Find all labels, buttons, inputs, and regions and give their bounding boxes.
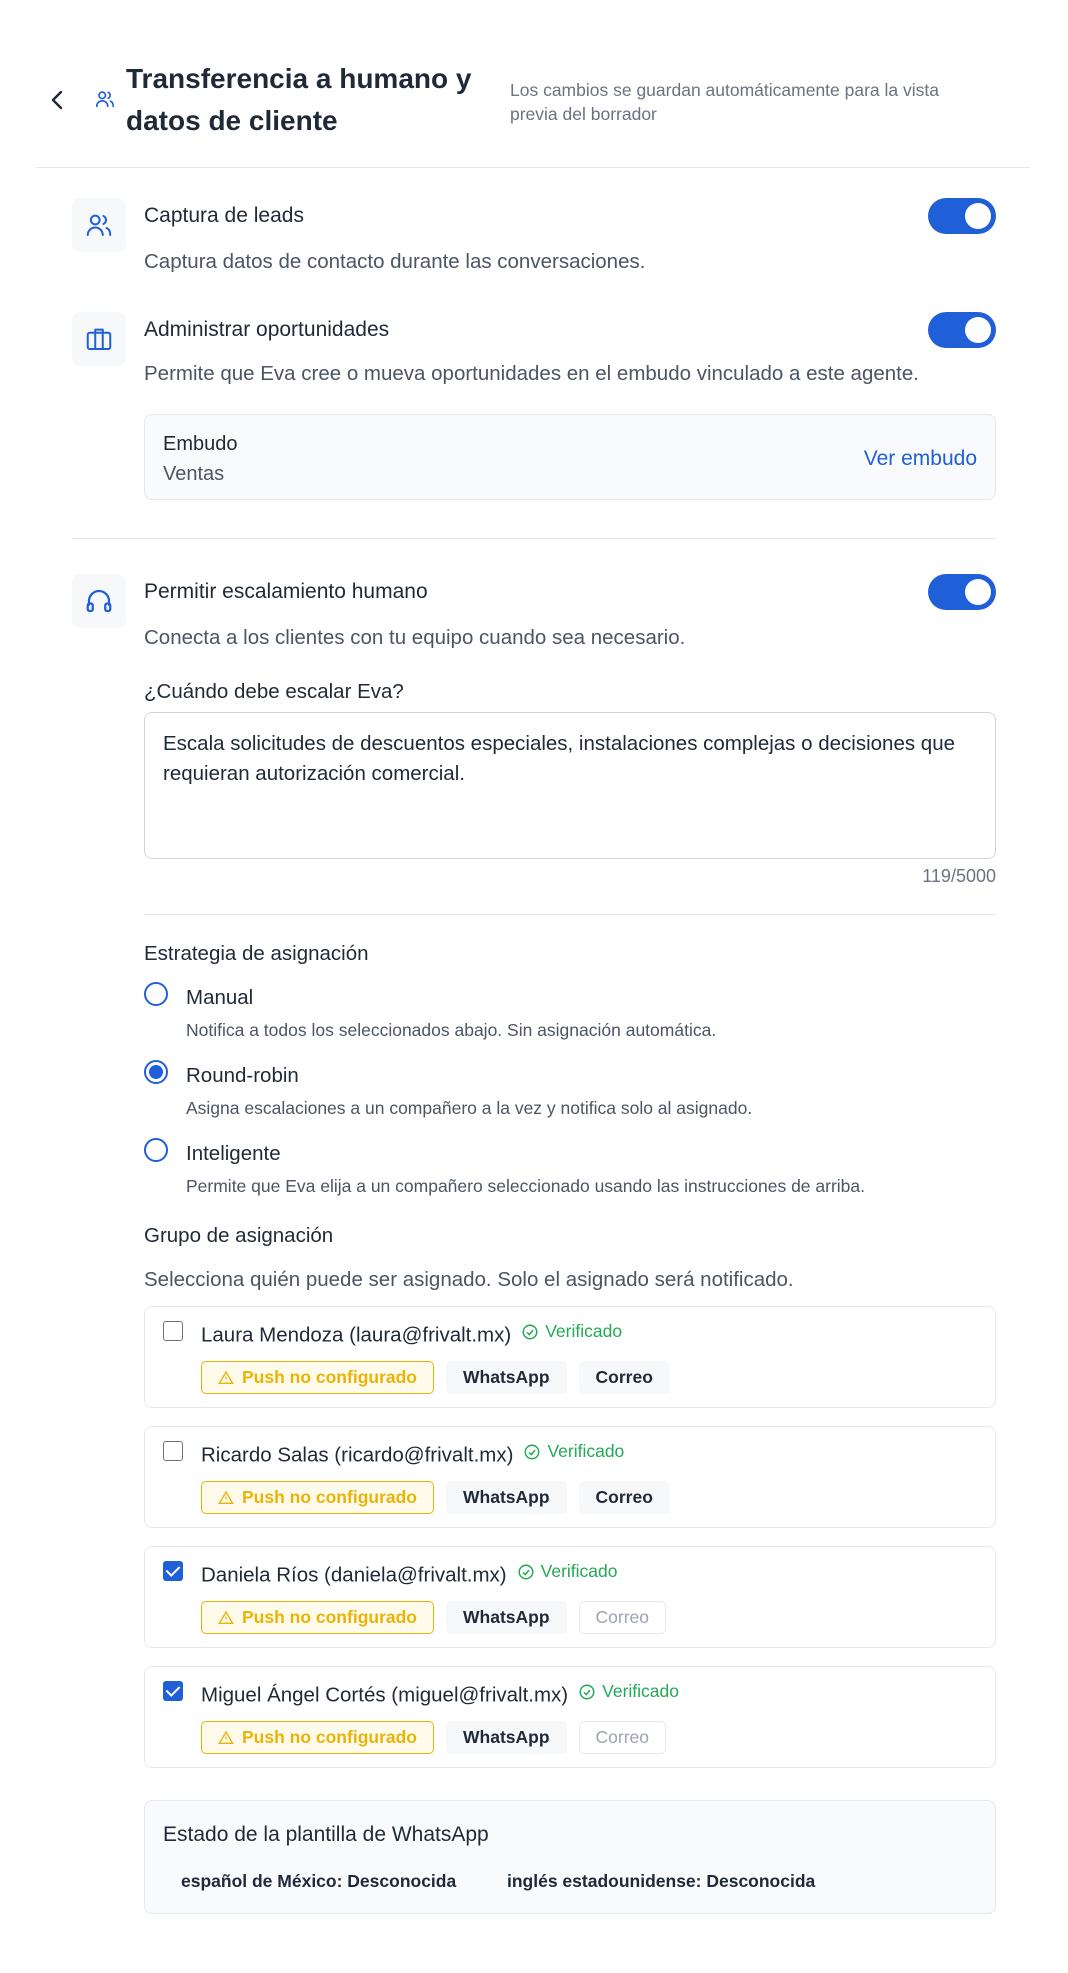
verified-badge: Verificado [521, 1321, 622, 1342]
member-name [201, 1561, 618, 1588]
whatsapp-chip[interactable]: WhatsApp [446, 1721, 567, 1754]
template-title: Estado de la plantilla de WhatsApp [163, 1823, 489, 1846]
radio-description-manual: Notifica a todos los seleccionados abajo. Sin asignación automática. [186, 1020, 717, 1040]
verified-badge: Verificado [578, 1681, 679, 1702]
email-chip[interactable]: Correo [579, 1361, 670, 1394]
group-description: Selecciona quién puede ser asignado. Solo el asignado será notificado. [144, 1268, 794, 1291]
funnel-label: Embudo [163, 433, 238, 455]
users-icon [94, 88, 116, 110]
whatsapp-chip[interactable]: WhatsApp [446, 1601, 567, 1634]
verified-badge: Verificado [523, 1441, 624, 1462]
member-checkbox[interactable] [163, 1681, 183, 1701]
escalation-title: Permitir escalamiento humano [144, 580, 428, 603]
radio-label-round-robin: Round-robin [186, 1064, 299, 1087]
email-chip[interactable]: Correo [579, 1721, 667, 1754]
autosave-note: Los cambios se guardan automáticamente para la vista previa del borrador [510, 80, 939, 124]
page-title: Transferencia a humano y datos de cliente [126, 63, 472, 136]
users-icon [72, 198, 126, 252]
radio-description-round-robin: Asigna escalaciones a un compañero a la vez y notifica solo al asignado. [186, 1098, 753, 1118]
member-card [144, 1666, 996, 1768]
back-button[interactable] [46, 86, 68, 114]
member-name [201, 1441, 624, 1468]
template-status-en-us: inglés estadounidense: Desconocida [507, 1871, 816, 1891]
push-not-configured-chip[interactable]: Push no configurado [201, 1601, 434, 1634]
whatsapp-template-card [144, 1800, 996, 1914]
push-not-configured-chip[interactable]: Push no configurado [201, 1721, 434, 1754]
opportunities-toggle[interactable] [928, 312, 996, 348]
radio-round-robin[interactable] [144, 1060, 168, 1084]
lead-capture-toggle[interactable] [928, 198, 996, 234]
warning-icon [218, 1610, 234, 1626]
radio-label-intelligent: Inteligente [186, 1142, 281, 1165]
opportunities-description: Permite que Eva cree o mueva oportunidades en el embudo vinculado a este agente. [144, 362, 919, 385]
verified-badge: Verificado [517, 1561, 618, 1582]
member-name-text: Laura Mendoza (laura@frivalt.mx) [201, 1323, 512, 1347]
escalation-toggle[interactable] [928, 574, 996, 610]
member-name [201, 1321, 622, 1348]
radio-intelligent[interactable] [144, 1138, 168, 1162]
push-not-configured-chip[interactable]: Push no configurado [201, 1481, 434, 1514]
member-card [144, 1426, 996, 1528]
character-counter: 119/5000 [922, 866, 996, 886]
check-circle-icon [521, 1323, 539, 1341]
strategy-label: Estrategia de asignación [144, 942, 369, 965]
warning-icon [218, 1730, 234, 1746]
member-name-text: Daniela Ríos (daniela@frivalt.mx) [201, 1563, 507, 1587]
email-chip[interactable]: Correo [579, 1481, 670, 1514]
member-checkbox[interactable] [163, 1561, 183, 1581]
member-name-text: Ricardo Salas (ricardo@frivalt.mx) [201, 1443, 514, 1467]
radio-label-manual: Manual [186, 986, 254, 1009]
lead-capture-description: Captura datos de contacto durante las conversaciones. [144, 250, 646, 273]
email-chip[interactable]: Correo [579, 1601, 667, 1634]
opportunities-title: Administrar oportunidades [144, 318, 390, 341]
group-label: Grupo de asignación [144, 1224, 334, 1247]
member-name [201, 1681, 679, 1708]
funnel-card [144, 414, 996, 500]
check-circle-icon [517, 1563, 535, 1581]
warning-icon [218, 1490, 234, 1506]
escalation-when-label: ¿Cuándo debe escalar Eva? [144, 680, 404, 703]
radio-description-intelligent: Permite que Eva elija a un compañero seleccionado usando las instrucciones de arriba. [186, 1176, 866, 1196]
warning-icon [218, 1370, 234, 1386]
template-status-es-mx: español de México: Desconocida [181, 1871, 457, 1891]
check-circle-icon [523, 1443, 541, 1461]
member-checkbox[interactable] [163, 1441, 183, 1461]
briefcase-icon [72, 312, 126, 366]
push-not-configured-chip[interactable]: Push no configurado [201, 1361, 434, 1394]
lead-capture-title: Captura de leads [144, 204, 304, 227]
section-divider [72, 538, 996, 539]
member-card [144, 1546, 996, 1648]
funnel-value: Ventas [163, 463, 225, 485]
whatsapp-chip[interactable]: WhatsApp [446, 1481, 567, 1514]
whatsapp-chip[interactable]: WhatsApp [446, 1361, 567, 1394]
chevron-left-icon [50, 89, 64, 111]
view-funnel-link[interactable]: Ver embudo [863, 447, 977, 470]
member-card [144, 1306, 996, 1408]
section-divider [144, 914, 996, 915]
check-circle-icon [578, 1683, 596, 1701]
escalation-description: Conecta a los clientes con tu equipo cuando sea necesario. [144, 626, 686, 649]
headphones-icon [72, 574, 126, 628]
escalation-instructions-textarea[interactable]: Escala solicitudes de descuentos especiales, instalaciones complejas o decisiones que requieran autorización comercial. [144, 712, 996, 859]
member-checkbox[interactable] [163, 1321, 183, 1341]
member-name-text: Miguel Ángel Cortés (miguel@frivalt.mx) [201, 1683, 569, 1707]
radio-manual[interactable] [144, 982, 168, 1006]
